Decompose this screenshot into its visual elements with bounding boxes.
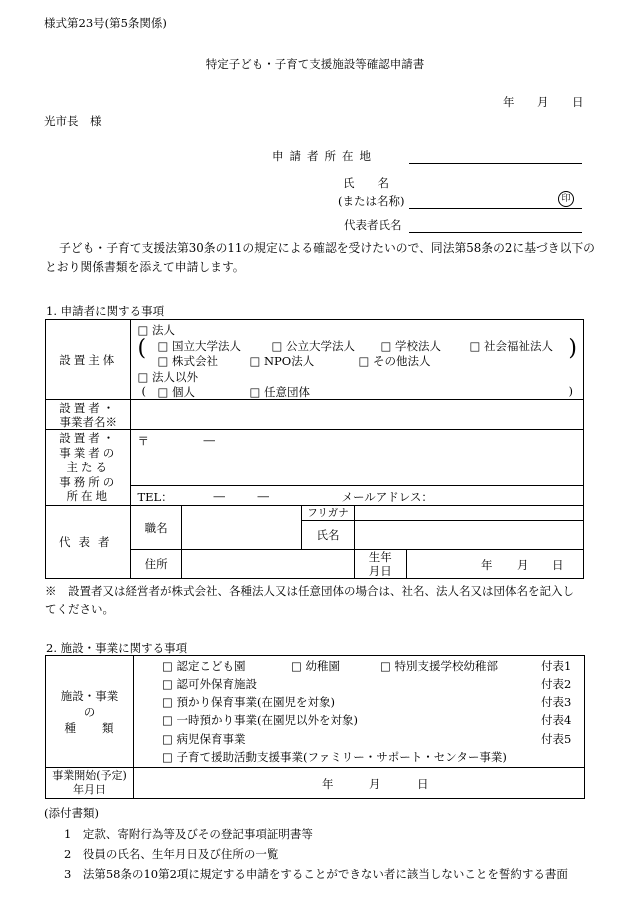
furigana-label: フリガナ	[302, 506, 354, 521]
applicant-address-line[interactable]	[409, 163, 582, 164]
temporary-care-option[interactable]: □ 一時預かり事業(在園児以外を対象)	[162, 712, 358, 728]
date-year: 年	[503, 95, 515, 109]
special-school-option[interactable]: □ 特別支援学校幼稚部	[380, 658, 498, 674]
position-field[interactable]	[181, 506, 302, 550]
unlicensed-nursery-option[interactable]: □ 認可外保育施設	[162, 676, 257, 692]
start-date-field[interactable]: 年 月 日	[134, 768, 585, 799]
appendix-3: 付表3	[541, 695, 572, 709]
facility-kind-label: 施設・事業 の 種 類	[46, 656, 134, 768]
position-label: 職名	[131, 506, 181, 550]
representative-label: 代表者	[46, 506, 131, 579]
non-corporation-option[interactable]: □ 法人以外	[137, 369, 198, 385]
applicant-name-label: 氏 名	[343, 176, 389, 190]
form-number: 様式第23号(第5条関係)	[44, 16, 167, 30]
attachment-3: 3 法第58条の10第2項に規定する申請をすることができない者に該当しないことを誓約する書面	[64, 867, 568, 881]
tel-dash-2: ―	[257, 489, 269, 503]
certified-center-option[interactable]: □ 認定こども園	[162, 658, 246, 674]
founder-name-field[interactable]	[131, 400, 584, 430]
tel-email-row	[131, 486, 584, 506]
section2-title: 2. 施設・事業に関する事項	[46, 641, 188, 655]
rep-name-label: 氏名	[302, 521, 354, 550]
sick-child-care-option[interactable]: □ 病児保育事業	[162, 731, 246, 747]
email-label: メールアドレス：	[341, 490, 433, 504]
rep-address-field[interactable]	[181, 550, 354, 579]
tel-dash-1: ―	[213, 489, 225, 503]
appendix-2: 付表2	[541, 677, 572, 691]
rep-address-label: 住所	[131, 550, 181, 579]
rep-name-field[interactable]	[354, 521, 583, 550]
tel-label: TEL：	[137, 490, 173, 504]
appendix-4: 付表4	[541, 713, 572, 727]
furigana-field[interactable]	[354, 506, 583, 521]
addressee: 光市長 様	[44, 114, 102, 128]
applicant-table	[45, 319, 584, 579]
postal-mark: 〒	[137, 434, 149, 448]
establishment-label: 設置主体	[46, 320, 131, 400]
attachments-title: (添付書類)	[44, 806, 99, 820]
applicant-rep-label: 代表者氏名	[344, 218, 402, 232]
start-date-label: 事業開始(予定) 年月日	[46, 768, 134, 799]
kindergarten-option[interactable]: □ 幼稚園	[291, 658, 340, 674]
postal-dash: ―	[203, 433, 215, 447]
facility-table	[45, 655, 585, 799]
npo-option[interactable]: □ NPO法人	[249, 353, 314, 369]
extended-care-option[interactable]: □ 預かり保育事業(在園児を対象)	[162, 694, 335, 710]
applicant-name-line[interactable]	[409, 208, 582, 209]
other-corp-option[interactable]: □ その他法人	[358, 353, 430, 369]
applicant-address-label: 申請者所在地	[272, 149, 377, 163]
date-day: 日	[572, 95, 584, 109]
office-address-field[interactable]	[131, 430, 584, 486]
appendix-1: 付表1	[541, 659, 572, 673]
social-welfare-option[interactable]: □ 社会福祉法人	[469, 338, 553, 354]
individual-option[interactable]: □ 個人	[157, 384, 195, 400]
stock-company-option[interactable]: □ 株式会社	[157, 353, 218, 369]
intro-line-2: とおり関係書類を添えて申請します。	[45, 260, 245, 274]
school-corp-option[interactable]: □ 学校法人	[380, 338, 441, 354]
page-title: 特定子ども・子育て支援施設等確認申請書	[205, 57, 425, 71]
family-support-option[interactable]: □ 子育て援助活動支援事業(ファミリー・サポート・センター事業)	[162, 749, 507, 765]
office-address-label: 設置者・ 事業者の 主たる 事務所の 所在地	[46, 430, 131, 506]
seal-mark: 印	[558, 191, 574, 207]
applicant-name-sub-label: (または名称)	[338, 194, 405, 208]
note-line-2: てください。	[45, 602, 114, 616]
applicant-rep-line[interactable]	[409, 232, 582, 233]
birth-label: 生年 月日	[354, 550, 406, 579]
attachment-1: 1 定款、寄附行為等及びその登記事項証明書等	[64, 827, 313, 841]
establishment-cell: □ 法人 ( ) □ 国立大学法人 □ 公立大学法人 □ 学校法人 □ 社会福祉法人 □ 株式会社 □ NPO法人 □ その他法人 □ 法人以外 ( ) □ 個人 □ 任意団体	[131, 320, 584, 400]
voluntary-group-option[interactable]: □ 任意団体	[249, 384, 310, 400]
attachment-2: 2 役員の氏名、生年月日及び住所の一覧	[64, 847, 279, 861]
date-month: 月	[537, 95, 549, 109]
corporation-option[interactable]: □ 法人	[137, 322, 175, 338]
facility-kind-cell	[134, 656, 585, 768]
intro-line-1: 子ども・子育て支援法第30条の11の規定による確認を受けたいので、同法第58条の2に基づき以下の	[59, 241, 595, 255]
appendix-5: 付表5	[541, 732, 572, 746]
section1-title: 1. 申請者に関する事項	[46, 304, 165, 318]
national-univ-option[interactable]: □ 国立大学法人	[157, 338, 241, 354]
birth-date-field[interactable]: 年 月 日	[406, 550, 583, 579]
founder-name-label: 設置者・ 事業者名※	[46, 400, 131, 430]
public-univ-option[interactable]: □ 公立大学法人	[271, 338, 355, 354]
note-line-1: ※ 設置者又は経営者が株式会社、各種法人又は任意団体の場合は、社名、法人名又は団体名を記入し	[45, 584, 574, 598]
